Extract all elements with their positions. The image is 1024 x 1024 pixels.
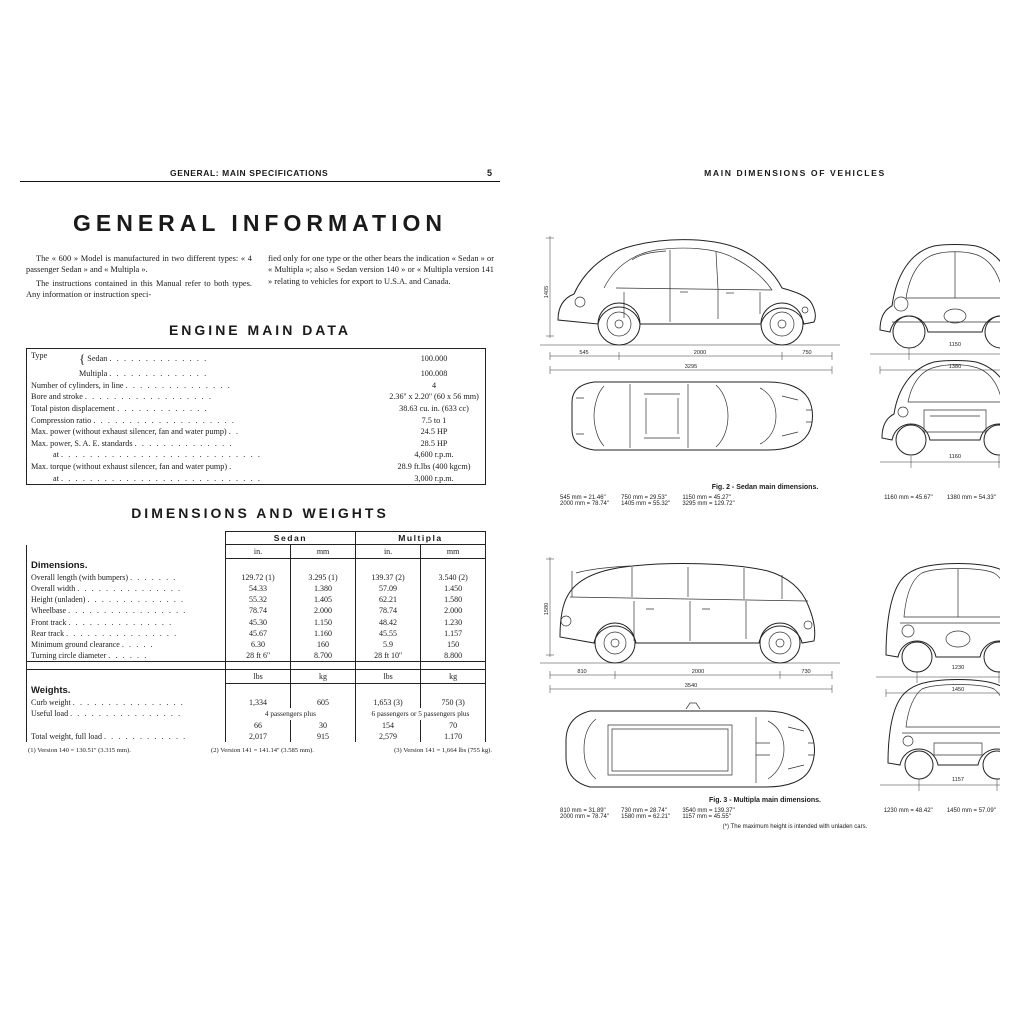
dim-front-overhang: 545 — [579, 350, 589, 356]
engine-row-value: 28.9 ft.lbs (400 kgcm) — [383, 461, 486, 473]
footnote-2: (2) Version 141 = 141.14'' (3.585 mm). — [211, 746, 314, 754]
engine-row-label: at — [53, 473, 59, 483]
engine-row-label: Bore and stroke — [31, 392, 83, 402]
cell-value: 28 ft 6'' — [225, 650, 290, 662]
figure-3-caption: Fig. 3 - Multipla main dimensions. — [708, 797, 821, 804]
sedan-top-view — [572, 382, 813, 450]
cell-value: 28 ft 10'' — [355, 650, 420, 662]
figure-2-caption: Fig. 2 - Sedan main dimensions. — [711, 484, 819, 491]
note: 1450 mm = 57.09'' — [946, 808, 996, 814]
cell-value: 5.9 — [355, 639, 420, 650]
cell-value: 2.000 — [421, 605, 486, 616]
cell-value: 4 passengers plus — [225, 708, 355, 719]
sedan-side-view — [540, 240, 840, 345]
dim-overall-length: 3295 — [684, 364, 698, 370]
dim-overall-width: 1380 — [948, 364, 962, 370]
engine-row-sublabel-1: Sedan — [87, 353, 108, 363]
row-label: Overall width — [31, 584, 76, 594]
engine-row-label: Number of cylinders, in line — [31, 380, 124, 390]
sedan-rear-view — [880, 361, 1000, 469]
table-row: Type { Sedan . . . . . . . . . . . . . . 100.000 — [27, 349, 486, 368]
table-header-row — [27, 670, 486, 684]
dimensions-weights-table — [26, 531, 486, 742]
row-label: Height (unladen) — [31, 595, 86, 605]
table-header-row — [27, 545, 486, 559]
table-row: Total piston displacement . . . . . . . . . . . . . 38.63 cu. in. (633 cc) — [27, 403, 486, 415]
multipla-side-view — [540, 564, 840, 663]
cell-value: 45.67 — [225, 628, 290, 639]
unit-header: mm — [421, 545, 486, 559]
table-header-row — [27, 531, 486, 544]
engine-row-value: 38.63 cu. in. (633 cc) — [383, 403, 486, 415]
cell-value: 3.295 (1) — [291, 572, 356, 583]
cell-value: 1,653 (3) — [355, 697, 420, 708]
engine-row-value-2: 100.008 — [383, 368, 486, 380]
table-row: Compression ratio . . . . . . . . . . . . . . . . . . . . 7.5 to 1 — [27, 414, 486, 426]
cell-value: 8.700 — [291, 650, 356, 662]
note: 1230 mm = 48.42'' — [883, 808, 933, 814]
note: 2000 mm = 78.74'' — [560, 501, 610, 507]
dim-wheelbase: 2000 — [691, 669, 705, 675]
left-page — [20, 168, 500, 754]
dim-rear-overhang: 750 — [802, 350, 812, 356]
right-page — [520, 168, 1010, 868]
dim-front-track: 1230 — [951, 665, 965, 671]
engine-row-value: 7.5 to 1 — [383, 414, 486, 426]
table-footnotes — [28, 747, 492, 754]
header-title: GENERAL: MAIN SPECIFICATIONS — [170, 168, 329, 178]
table-row: Front track . . . . . . . . . . . . . . . 45.30 1.150 48.42 1.230 — [27, 617, 486, 628]
cell-value: 2,017 — [225, 731, 290, 742]
dim-front-overhang: 810 — [577, 669, 587, 675]
figures-footnote: (*) The maximum height is intended with unladen cars. — [722, 824, 868, 830]
note: 3540 mm = 139.37'' — [682, 808, 735, 814]
engine-row-label: Total piston displacement — [31, 404, 116, 414]
figure-multipla-drawings — [520, 513, 1000, 803]
table-row: Max. torque (without exhaust silencer, fan and water pump) . 28.9 ft.lbs (400 kgcm) — [27, 461, 486, 473]
dimensions-subhead: Dimensions. — [27, 559, 226, 572]
cell-value: 57.09 — [355, 583, 420, 594]
table-row: Minimum ground clearance . . . . . 6.30 160 5.9 150 — [27, 639, 486, 650]
weight-unit-header: lbs — [225, 670, 290, 684]
table-row — [27, 720, 486, 731]
cell-value: 78.74 — [225, 605, 290, 616]
sedan-front-view — [870, 245, 1000, 375]
multipla-front-view — [876, 564, 1000, 698]
row-label: Rear track — [31, 628, 65, 638]
table-row: Wheelbase . . . . . . . . . . . . . . . . . 78.74 2.000 78.74 2.000 — [27, 605, 486, 616]
cell-value: 3.540 (2) — [421, 572, 486, 583]
table-row: Overall length (with bumpers) . . . . . . . 129.72 (1) 3.295 (1) 139.37 (2) 3.540 (2) — [27, 572, 486, 583]
dim-overall-length: 3540 — [684, 683, 698, 689]
figure-sedan-drawings — [520, 188, 1000, 488]
cell-value: 1.230 — [421, 617, 486, 628]
table-row: Curb weight . . . . . . . . . . . . . . . . 1,334 605 1,653 (3) 750 (3) — [27, 697, 486, 708]
subhead-row — [27, 559, 486, 572]
cell-value: 129.72 (1) — [225, 572, 290, 583]
cell-value: 1.160 — [291, 628, 356, 639]
row-label: Wheelbase — [31, 606, 67, 616]
cell-value: 1.170 — [421, 731, 486, 742]
engine-row-value: 4 — [383, 380, 486, 392]
weights-subhead: Weights. — [27, 684, 226, 697]
engine-row-label: Type — [31, 350, 48, 360]
page-header — [20, 168, 500, 182]
engine-row-sublabel-2: Multipla — [79, 369, 108, 379]
cell-value: 1.580 — [421, 594, 486, 605]
cell-value: 1.150 — [291, 617, 356, 628]
note: 1405 mm = 55.32'' — [621, 501, 671, 507]
dimensions-section-title: DIMENSIONS AND WEIGHTS — [131, 504, 389, 521]
cell-value: 45.30 — [225, 617, 290, 628]
row-label: Turning circle diameter — [31, 651, 107, 661]
cell-value: 2,579 — [355, 731, 420, 742]
intro-paragraph-1: The « 600 » Model is manufactured in two different types: « 4 passenger Sedan » and « Multipla ». — [26, 254, 252, 275]
row-label: Minimum ground clearance — [31, 640, 120, 649]
cell-value: 154 — [355, 720, 420, 731]
dim-front-track: 1150 — [948, 342, 962, 348]
table-row: Bore and stroke . . . . . . . . . . . . . . . . . . 2.36'' x 2.20'' (60 x 56 mm) — [27, 391, 486, 403]
intro-paragraph-3: fied only for one type or the other bears the indication « Sedan » or « Multipla »; also « Sedan version 140 » or « Multipla version 141 » relating to vehicles for export to U.S.A. and Canada. — [268, 254, 494, 286]
engine-row-value-1: 100.000 — [383, 349, 486, 368]
unit-header: in. — [225, 545, 290, 559]
dim-wheelbase: 2000 — [693, 350, 707, 356]
cell-value: 6.30 — [225, 639, 290, 650]
row-label: Total weight, full load — [31, 731, 102, 741]
cell-value: 48.42 — [355, 617, 420, 628]
note: 1150 mm = 45.27'' — [682, 495, 732, 501]
table-row: at . . . . . . . . . . . . . . . . . . . . . . . . . . . . 4,600 r.p.m. — [27, 449, 486, 461]
dim-rear-track: 1157 — [951, 777, 965, 783]
note: 1380 mm = 54.33'' — [946, 495, 996, 501]
row-label: Front track — [31, 617, 67, 627]
cell-value: 750 (3) — [421, 697, 486, 708]
multipla-top-view — [566, 703, 815, 787]
weight-unit-header: kg — [421, 670, 486, 684]
note: 1160 mm = 45.67'' — [884, 495, 933, 501]
engine-row-label: Max. power, S. A. E. standards — [31, 438, 133, 448]
unit-header: mm — [291, 545, 356, 559]
cell-value: 605 — [291, 697, 356, 708]
row-label: Overall length (with bumpers) — [31, 572, 129, 582]
cell-value: 6 passengers or 5 passengers plus — [355, 708, 485, 719]
table-row: Rear track . . . . . . . . . . . . . . . . 45.67 1.160 45.55 1.157 — [27, 628, 486, 639]
cell-value: 8.800 — [421, 650, 486, 662]
cell-value: 1.380 — [291, 583, 356, 594]
cell-value: 160 — [291, 639, 356, 650]
cell-value: 70 — [421, 720, 486, 731]
note: 545 mm = 21.46'' — [560, 495, 606, 501]
engine-row-value: 28.5 HP — [383, 438, 486, 450]
cell-value: 1.157 — [421, 628, 486, 639]
table-row: Total weight, full load . . . . . . . . . . . . 2,017 915 2,579 1.170 — [27, 731, 486, 742]
dim-rear-overhang: 730 — [801, 669, 811, 675]
cell-value: 2.000 — [291, 605, 356, 616]
dim-height: 1405 — [544, 285, 550, 299]
table-row: Max. power (without exhaust silencer, fan and water pump) . . 24.5 HP — [27, 426, 486, 438]
intro-paragraph-2: The instructions contained in this Manual refer to both types. Any information or instruction speci- — [26, 278, 252, 300]
cell-value: 150 — [421, 639, 486, 650]
note: 810 mm = 31.89'' — [560, 808, 606, 814]
cell-value: 54.33 — [225, 583, 290, 594]
subhead-row — [27, 684, 486, 697]
row-label: Useful load — [31, 709, 69, 719]
engine-row-label: at — [53, 450, 59, 460]
group-header-sedan: Sedan — [225, 531, 355, 544]
cell-value: 1.405 — [291, 594, 356, 605]
weight-unit-header: lbs — [355, 670, 420, 684]
engine-row-value: 4,600 r.p.m. — [383, 449, 486, 461]
cell-value: 66 — [225, 720, 290, 731]
footnote-3: (3) Version 141 = 1,664 lbs (755 kg). — [394, 746, 492, 754]
table-row: Number of cylinders, in line . . . . . . . . . . . . . . . 4 — [27, 380, 486, 392]
engine-row-value: 24.5 HP — [383, 426, 486, 438]
table-row: Turning circle diameter . . . . . . 28 ft 6'' 8.700 28 ft 10'' 8.800 — [27, 650, 486, 662]
dim-height: 1580 — [544, 602, 550, 616]
row-label: Curb weight — [31, 698, 71, 708]
engine-data-table — [26, 348, 486, 485]
group-header-multipla: Multipla — [355, 531, 485, 544]
figure-3-notes — [520, 804, 1010, 820]
page-number: 5 — [486, 168, 492, 178]
cell-value: 62.21 — [355, 594, 420, 605]
engine-row-label: Max. torque (without exhaust silencer, fan and water pump) — [31, 462, 228, 472]
note: 1580 mm = 62.21'' — [621, 814, 671, 820]
note: 2000 mm = 78.74'' — [560, 814, 610, 820]
weight-unit-header: kg — [291, 670, 356, 684]
figures-title: MAIN DIMENSIONS OF VEHICLES — [704, 168, 886, 178]
note: 3295 mm = 129.72'' — [682, 501, 735, 507]
figure-2-notes — [520, 491, 1010, 507]
table-row: at . . . . . . . . . . . . . . . . . . . . . . . . . . . . 3,000 r.p.m. — [27, 472, 486, 484]
dim-overall-width: 1450 — [951, 687, 965, 693]
table-row: Height (unladen) . . . . . . . . . . . . . . 55.32 1.405 62.21 1.580 — [27, 594, 486, 605]
table-row: Useful load . . . . . . . . . . . . . . . . 4 passengers plus 6 passengers or 5 passengers plus — [27, 708, 486, 719]
sedan-side-dimensions — [544, 236, 832, 374]
cell-value: 1,334 — [225, 697, 290, 708]
cell-value: 78.74 — [355, 605, 420, 616]
cell-value: 1.450 — [421, 583, 486, 594]
cell-value: 139.37 (2) — [355, 572, 420, 583]
intro-text — [20, 253, 500, 302]
engine-section-title: ENGINE MAIN DATA — [168, 322, 352, 339]
engine-row-value: 2.36'' x 2.20'' (60 x 56 mm) — [383, 391, 486, 403]
engine-row-label: Compression ratio — [31, 415, 92, 425]
note: 750 mm = 29.53'' — [621, 495, 667, 501]
cell-value: 915 — [291, 731, 356, 742]
table-row: Multipla . . . . . . . . . . . . . . 100.008 — [27, 368, 486, 380]
table-spacer — [27, 662, 486, 670]
multipla-rear-view — [880, 680, 1000, 792]
note: 730 mm = 28.74'' — [621, 808, 667, 814]
cell-value: 55.32 — [225, 594, 290, 605]
note: 1157 mm = 45.55'' — [682, 814, 732, 820]
footnote-1: (1) Version 140 = 130.51'' (3.315 mm). — [28, 746, 131, 754]
unit-header: in. — [355, 545, 420, 559]
cell-value: 30 — [291, 720, 356, 731]
table-row: Overall width . . . . . . . . . . . . . . . 54.33 1.380 57.09 1.450 — [27, 583, 486, 594]
engine-row-value: 3,000 r.p.m. — [383, 472, 486, 484]
engine-row-label: Max. power (without exhaust silencer, fan and water pump) — [31, 427, 227, 437]
table-row: Max. power, S. A. E. standards . . . . . . . . . . . . . . 28.5 HP — [27, 438, 486, 450]
dim-rear-track: 1160 — [948, 454, 962, 460]
cell-value: 45.55 — [355, 628, 420, 639]
page-title: GENERAL INFORMATION — [73, 210, 447, 236]
